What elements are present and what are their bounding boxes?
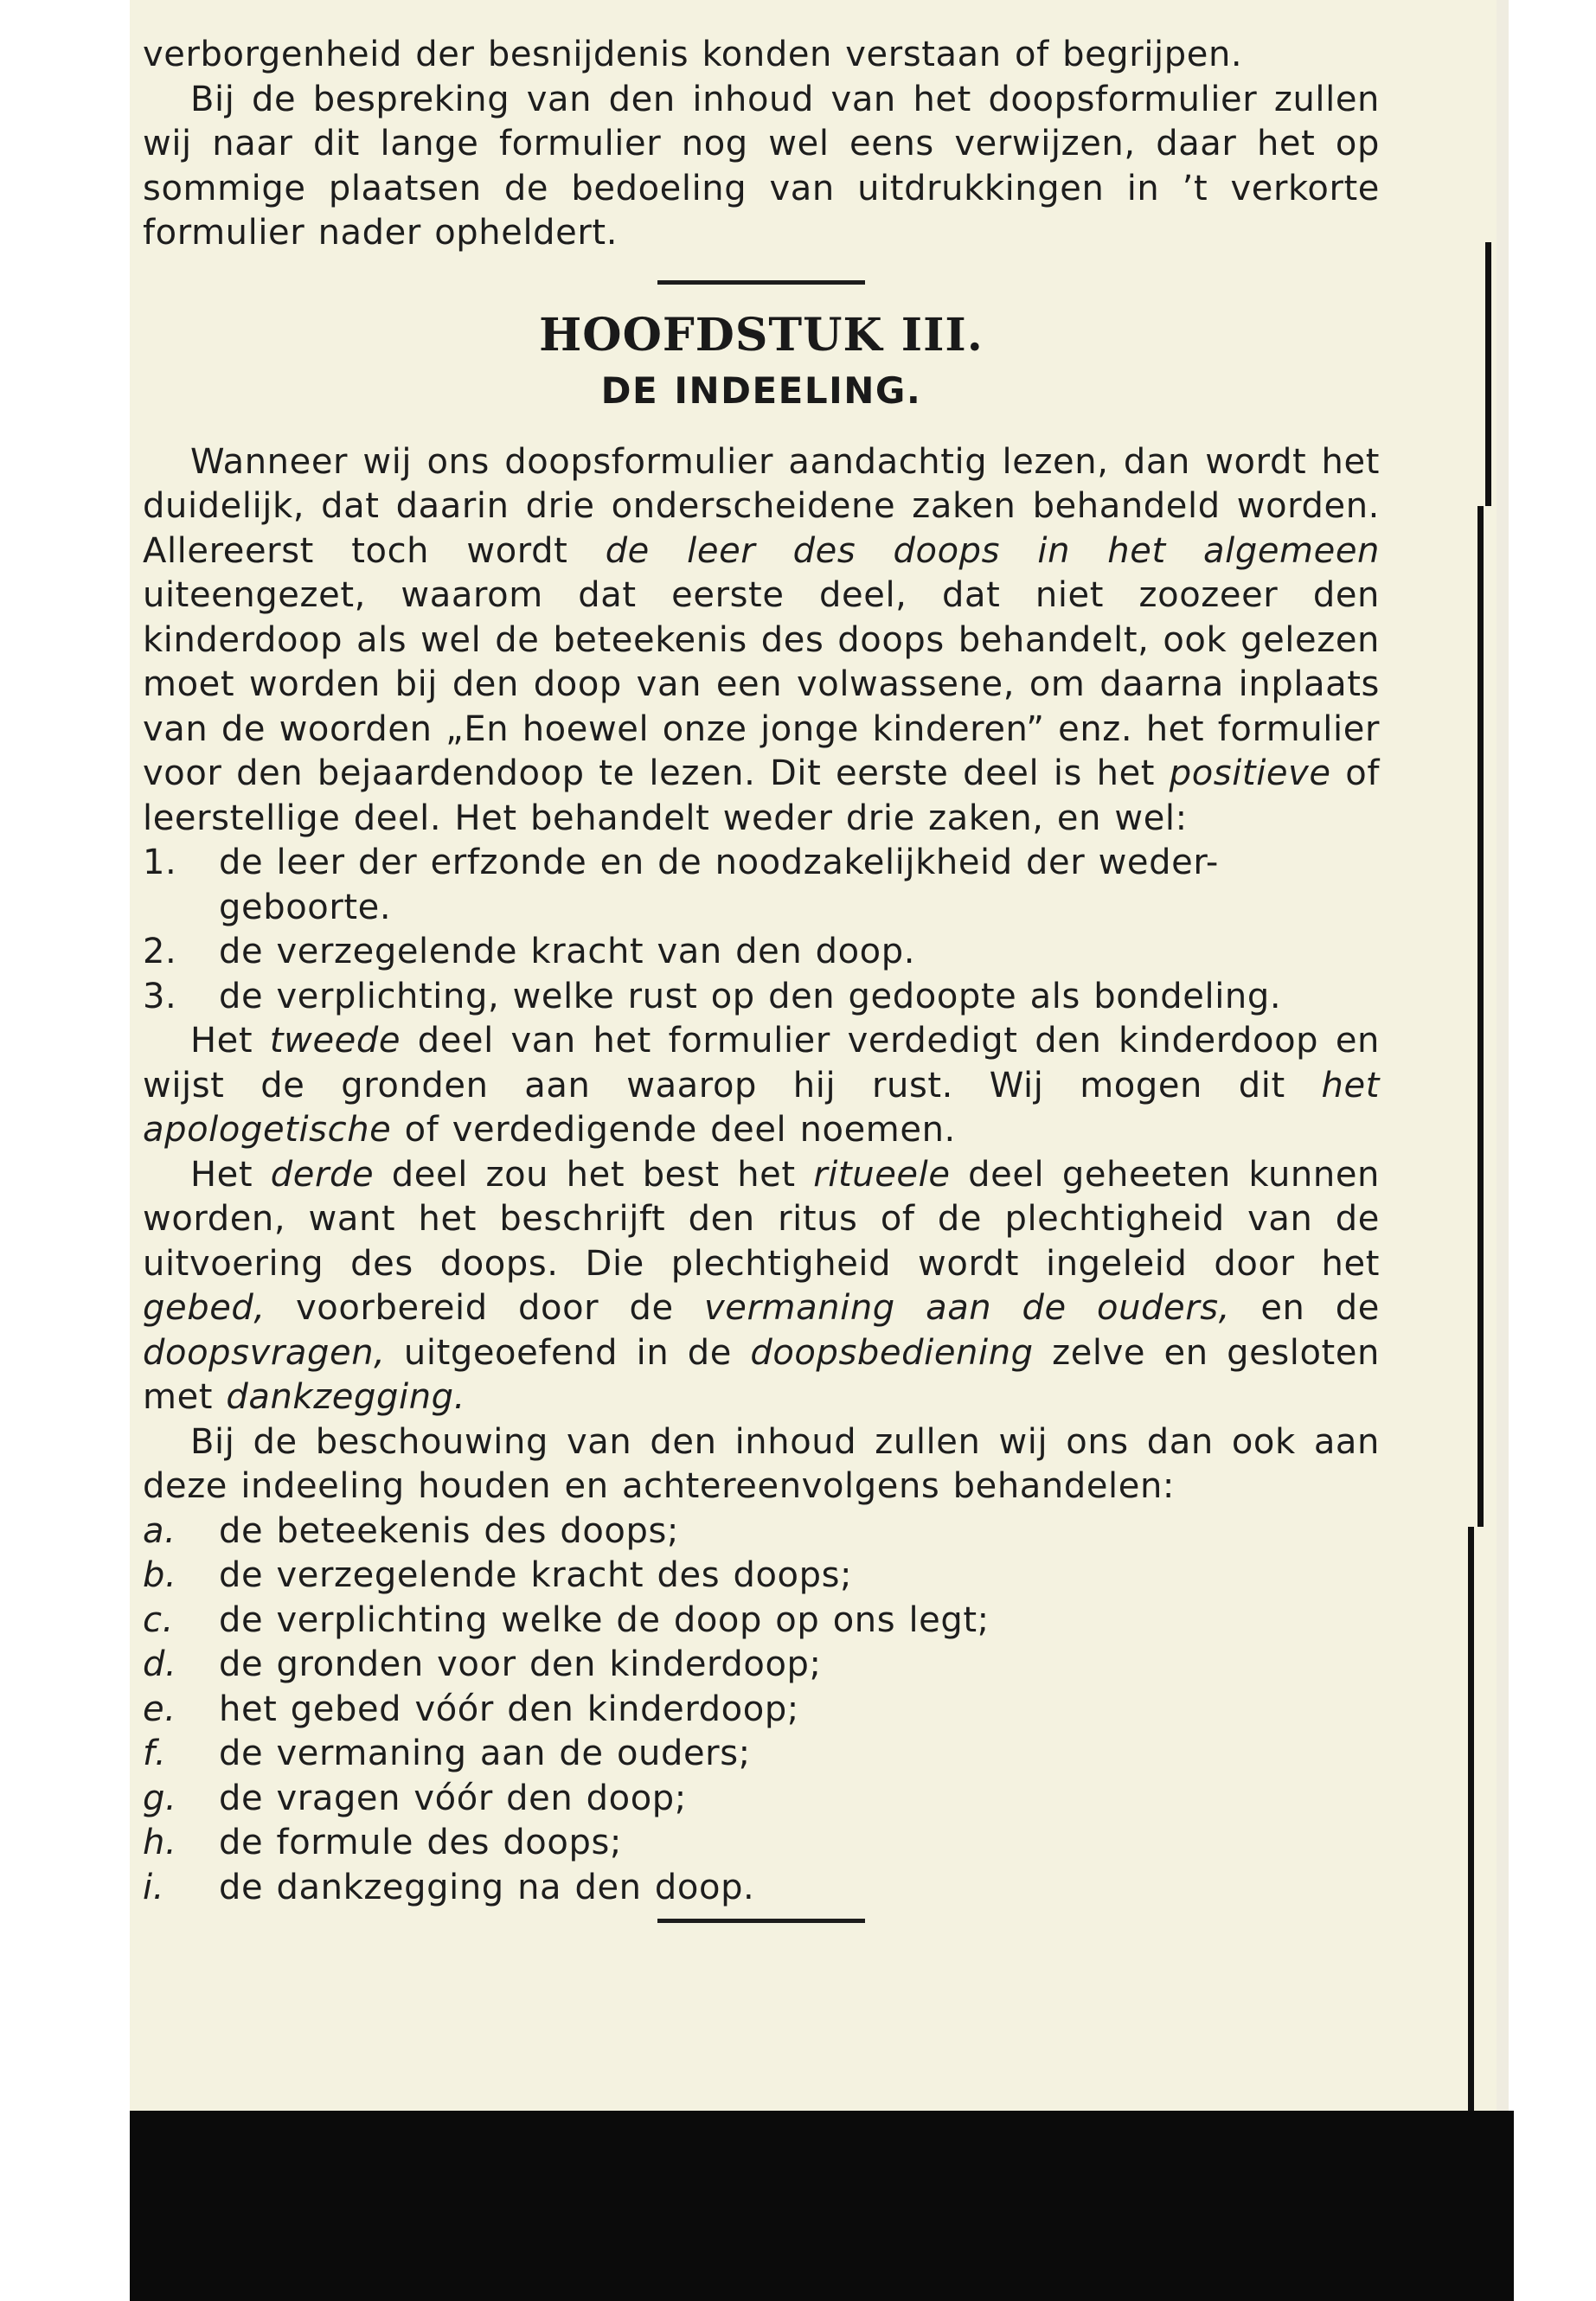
list-marker-spacer (143, 886, 219, 931)
list-item-text: de leer der erfzonde en de noodzakelijkheid der weder- (219, 843, 1219, 882)
list-marker: c. (143, 1599, 174, 1640)
scan-bottom-border (130, 2111, 1514, 2301)
text-run: of leerstellige deel. Het behandelt weder drie zaken, en wel: (143, 753, 1380, 838)
italic-run: positieve (1169, 753, 1331, 793)
text-run: voorbereid door de (265, 1288, 704, 1328)
numbered-list (143, 841, 1380, 1019)
text-run: Het (190, 1021, 270, 1061)
paragraph-outline-intro: Bij de beschouwing van den inhoud zullen wij ons dan ook aan deze indeeling houden en achtereenvolgens behandelen: (143, 1421, 1380, 1506)
list-item (143, 1554, 1380, 1599)
list-item (143, 1509, 1380, 1554)
section-divider (657, 280, 865, 285)
list-marker: i. (143, 1867, 165, 1907)
list-item (143, 1777, 1380, 1822)
list-marker: 2. (143, 932, 177, 971)
scan-edge-mark (1477, 506, 1484, 1527)
text-run: Het (190, 1154, 271, 1195)
list-marker: 3. (143, 976, 177, 1016)
italic-run: dankzegging. (226, 1377, 465, 1417)
paragraph-division (143, 440, 1380, 842)
scan-edge-mark (1468, 1527, 1474, 2124)
list-item-text: de beteekenis des doops; (219, 1510, 679, 1551)
list-marker: a. (143, 1510, 176, 1551)
list-item-text: de verplichting welke de doop op ons legt; (219, 1599, 990, 1640)
list-item (143, 1821, 1380, 1866)
paragraph-third-part (143, 1153, 1380, 1420)
list-item-text: de gronden voor den kinderdoop; (219, 1644, 822, 1684)
list-item (143, 1688, 1380, 1733)
list-item-continuation (143, 886, 1380, 931)
scan-edge-mark (1485, 242, 1491, 506)
page-edge (1497, 0, 1509, 2301)
list-item-text: de vermaning aan de ouders; (219, 1734, 751, 1773)
text-run: deel zou het best het (374, 1154, 814, 1195)
list-item (143, 975, 1380, 1020)
italic-run: vermaning aan de ouders, (703, 1288, 1231, 1328)
list-marker: e. (143, 1689, 176, 1729)
text-run: en de (1230, 1288, 1380, 1328)
list-item (143, 1866, 1380, 1911)
list-marker: d. (143, 1644, 177, 1684)
paragraph-continued: verborgenheid der besnijdenis konden verstaan of begrijpen. (143, 35, 1243, 74)
text-run: deel van het formulier verdedigt den kinderdoop en wijst de gronden aan waarop hij rust. Wij mogen dit (143, 1021, 1380, 1106)
list-marker: 1. (143, 843, 177, 882)
list-marker: b. (143, 1555, 177, 1595)
page-text (143, 33, 1380, 1923)
text-run: of verdedigende deel noemen. (391, 1110, 956, 1150)
text-run: uiteengezet, waarom dat eerste deel, dat niet zoozeer den kinderdoop als wel de beteekenis des doops behandelt, ook gelezen moet worden bij den doop van een volwassene, om daarna inplaats van de woorden „En hoewel onze jonge kinderen” enz. het formulier voor den bejaardendoop te lezen. Dit eerste deel is het (143, 575, 1380, 793)
list-item (143, 1643, 1380, 1688)
italic-run: tweede (269, 1021, 401, 1061)
list-item-text: de verplichting, welke rust op den gedoopte als bondeling. (219, 976, 1282, 1016)
list-marker: f. (143, 1734, 167, 1773)
italic-run: gebed, (143, 1288, 266, 1328)
chapter-title: HOOFDSTUK III. (539, 308, 984, 362)
list-item (143, 1599, 1380, 1644)
italic-run: derde (270, 1154, 375, 1195)
text-run: Wanneer wij ons doopsformulier aandachtig lezen, dan wordt het duidelijk, dat daarin drie onderscheidene zaken behandeld worden. Allereerst toch wordt (143, 441, 1380, 571)
paragraph-reference: Bij de bespreking van den inhoud van het doopsformulier zullen wij naar dit lange formulier nog wel eens verwijzen, daar het op sommige plaatsen de bedoeling van uitdrukkingen in ’t verkorte formulier nader opheldert. (143, 79, 1380, 253)
list-marker: h. (143, 1823, 177, 1862)
section-divider (657, 1919, 865, 1923)
list-item-text: de formule des doops; (219, 1823, 622, 1862)
list-item (143, 930, 1380, 975)
italic-run: de leer des doops in het algemeen (605, 530, 1380, 571)
list-item (143, 1732, 1380, 1777)
italic-run: ritueele (813, 1154, 951, 1195)
list-item-text: de verzegelende kracht van den doop. (219, 932, 916, 971)
list-marker: g. (143, 1778, 177, 1818)
italic-run: het apologetische (143, 1065, 1380, 1150)
text-run: deel geheeten kunnen worden, want het beschrijft den ritus of de plechtigheid van de uitvoering des doops. Die plechtigheid wordt ingeleid door het (143, 1154, 1380, 1284)
text-run: zelve en gesloten met (143, 1332, 1381, 1417)
text-run: uitgeoefend in de (385, 1332, 751, 1373)
list-item-text: geboorte. (219, 887, 392, 927)
italic-run: doopsvragen, (143, 1332, 386, 1373)
paragraph-second-part (143, 1019, 1380, 1153)
italic-run: doopsbediening (750, 1332, 1034, 1373)
lettered-list (143, 1509, 1380, 1911)
list-item-text: het gebed vóór den kinderdoop; (219, 1689, 799, 1729)
chapter-subtitle: DE INDEELING. (600, 369, 922, 412)
list-item-text: de verzegelende kracht des doops; (219, 1555, 853, 1595)
list-item-text: de dankzegging na den doop. (219, 1867, 755, 1907)
list-item-text: de vragen vóór den doop; (219, 1778, 687, 1818)
list-item (143, 841, 1380, 886)
